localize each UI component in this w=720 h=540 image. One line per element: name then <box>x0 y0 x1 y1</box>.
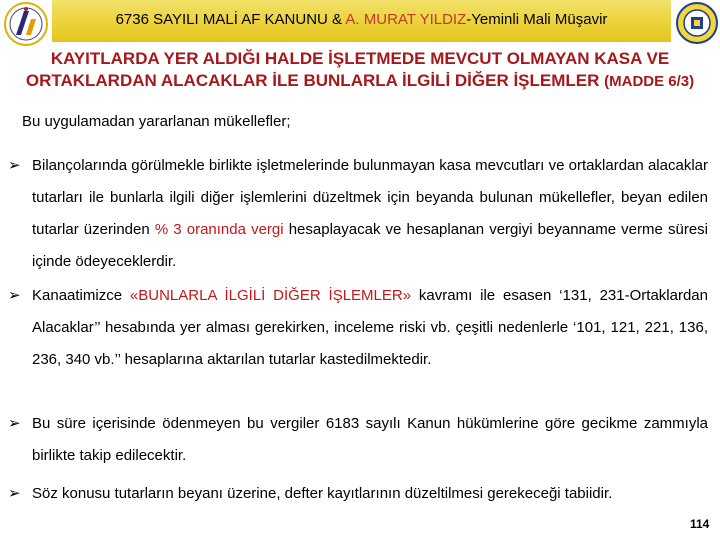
bullet-1-text-a: Bilançolarında görülmekle birlikte işletmelerinde bulunmayan kasa mevcutları ve ortaklardan alacaklar tutarları ile bunlarla ilgili diğer işlemlerini düzeltmek için beyanda bulunan mükellefler, beyan edilen tutarlar üzerinden <box>32 157 708 238</box>
list-item-text <box>32 150 708 278</box>
list-item-text: Bu süre içerisinde ödenmeyen bu vergiler 6183 sayılı Kanun hükümlerine göre gecikme zammıyla birlikte takip edilecektir. <box>32 415 708 464</box>
page-title <box>0 48 720 93</box>
header-title-suffix: -Yeminli Mali Müşavir <box>466 11 608 28</box>
bullet-2-text-b: kavramı ile esasen ‘131, 231-Ortaklardan Alacaklar’’ hesabında yer alması gerekirken, inceleme riski vb. çeşitli nedenlerle ‘101, 121, 221, 136, 236, 340 vb.’’ hesaplarına aktarılan tutarlar kastedilmektedir. <box>32 287 708 368</box>
list-item <box>8 408 708 472</box>
emblem-logo-icon <box>675 1 719 45</box>
title-line-2-text: ORTAKLARDAN ALACAKLAR İLE BUNLARLA İLGİLİ DİĞER İŞLEMLER <box>25 71 600 90</box>
bullet-1-highlight: % 3 oranında vergi <box>154 221 284 238</box>
title-line-1: KAYITLARDA YER ALDIĞI HALDE İŞLETMEDE MEVCUT OLMAYAN KASA VE <box>50 49 670 68</box>
list-item-text: Söz konusu tutarların beyanı üzerine, defter kayıtlarının düzeltilmesi gerekeceği tabiidir. <box>32 485 613 502</box>
header-author: A. MURAT YILDIZ <box>345 11 467 28</box>
title-madde: (MADDE 6/3) <box>604 73 695 90</box>
header-title <box>52 0 671 42</box>
arrow-bullet-icon: ➢ <box>8 485 21 502</box>
arrow-bullet-icon: ➢ <box>8 157 21 174</box>
intro-text: Bu uygulamadan yararlanan mükellefler; <box>22 113 291 130</box>
list-item-text <box>32 280 708 376</box>
page-number: 114 <box>690 517 710 531</box>
bullet-2-text-a: Kanaatimizce <box>32 287 130 304</box>
title-line-2 <box>0 70 720 93</box>
bullet-1-text-b: hesaplayacak ve hesaplanan vergiyi beyanname verme süresi içinde ödeyeceklerdir. <box>32 221 708 270</box>
list-item <box>8 478 708 510</box>
arrow-bullet-icon: ➢ <box>8 415 21 432</box>
list-item <box>8 280 708 376</box>
list-item <box>8 150 708 278</box>
header-title-prefix: 6736 SAYILI MALİ AF KANUNU & <box>115 11 346 28</box>
header-bar <box>52 0 671 42</box>
arrow-bullet-icon: ➢ <box>8 287 21 304</box>
bullet-2-highlight: «BUNLARLA İLGİLİ DİĞER İŞLEMLER» <box>129 287 412 304</box>
university-logo-icon <box>2 1 50 47</box>
